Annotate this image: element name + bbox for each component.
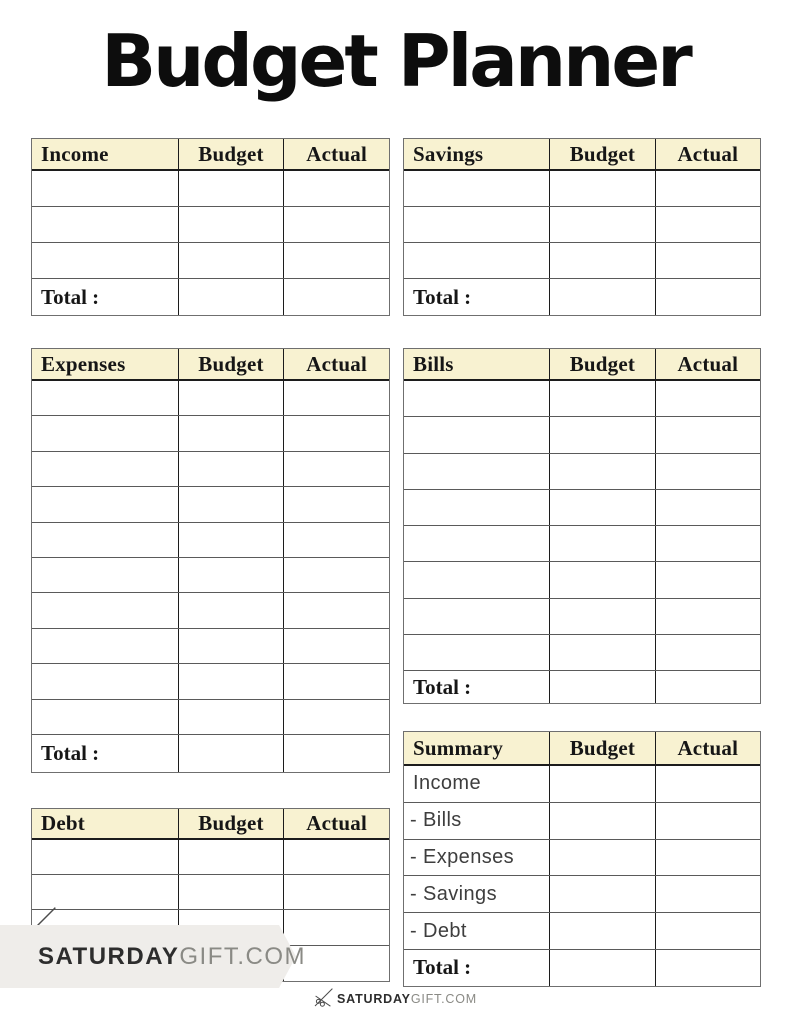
expenses-header-actual: Actual [283, 349, 389, 379]
bills-header-actual: Actual [655, 349, 760, 379]
income-header-income: Income [41, 141, 109, 166]
summary-header-budget: Budget [549, 732, 654, 764]
table-cell [655, 279, 760, 315]
table-cell [283, 416, 389, 450]
total-label: Total : [413, 674, 472, 699]
bills-row [404, 526, 760, 562]
table-cell [549, 913, 654, 949]
debt-row [32, 840, 389, 875]
table-cell [178, 381, 284, 415]
footer-brand-text [337, 992, 477, 1006]
expenses-header-budget: Budget [178, 349, 284, 379]
total-label: Total : [413, 955, 472, 980]
table-cell [283, 523, 389, 557]
bills-header-bills: Bills [413, 351, 454, 376]
table-cell [549, 599, 654, 634]
income-total-row [32, 279, 389, 315]
table-cell [549, 766, 654, 802]
summary-row [404, 803, 760, 840]
table-cell [32, 664, 178, 698]
table-cell [178, 452, 284, 486]
table-cell [655, 243, 760, 278]
bills-header-row [404, 349, 760, 381]
summary-row-label: Income [413, 772, 481, 795]
table-cell [178, 875, 284, 909]
table-cell [178, 243, 284, 278]
debt-row [32, 875, 389, 910]
table-cell [283, 735, 389, 772]
table-cell [655, 950, 760, 986]
expenses-header-expenses: Expenses [41, 351, 126, 376]
table-cell [404, 207, 549, 242]
table-cell [32, 171, 178, 206]
summary-header-row [404, 732, 760, 766]
table-cell [549, 279, 654, 315]
table-cell [283, 664, 389, 698]
total-label: Total : [41, 284, 100, 309]
table-cell [549, 417, 654, 452]
table-cell [283, 875, 389, 909]
table-cell [549, 526, 654, 561]
table-cell [655, 766, 760, 802]
income-row [32, 171, 389, 207]
table-cell [32, 629, 178, 663]
table-cell [549, 454, 654, 489]
bills-row [404, 454, 760, 490]
summary-header-actual: Actual [655, 732, 760, 764]
table-cell [32, 487, 178, 521]
brand-name-bold: SATURDAY [337, 991, 411, 1006]
savings-header-row [404, 139, 760, 171]
table-cell [655, 381, 760, 416]
brand-name-bold: SATURDAY [38, 942, 180, 970]
expenses-row [32, 629, 389, 664]
table-cell [549, 171, 654, 206]
income-table [31, 138, 390, 316]
summary-total-row [404, 950, 760, 986]
income-row [32, 207, 389, 243]
expenses-total-row [32, 735, 389, 772]
page-title: Budget Planner [101, 19, 690, 103]
table-cell [283, 279, 389, 315]
table-cell [549, 562, 654, 597]
table-cell [549, 207, 654, 242]
debt-header-row [32, 809, 389, 840]
table-cell [32, 381, 178, 415]
table-cell [283, 381, 389, 415]
brand-name-light: GIFT.COM [410, 991, 477, 1006]
table-cell [655, 454, 760, 489]
expenses-row [32, 523, 389, 558]
table-cell [655, 876, 760, 912]
total-label: Total : [413, 284, 472, 309]
table-cell [32, 207, 178, 242]
savings-total-row [404, 279, 760, 315]
table-cell [549, 671, 654, 703]
footer-brand [0, 990, 791, 1007]
table-cell [283, 700, 389, 734]
table-cell [32, 452, 178, 486]
table-cell [178, 700, 284, 734]
table-cell [32, 416, 178, 450]
savings-header-actual: Actual [655, 139, 760, 169]
table-cell [655, 635, 760, 670]
table-cell [404, 599, 549, 634]
table-cell [178, 593, 284, 627]
bills-row [404, 599, 760, 635]
table-cell [549, 950, 654, 986]
table-cell [549, 803, 654, 839]
bills-row [404, 562, 760, 598]
table-cell [655, 207, 760, 242]
table-cell [283, 243, 389, 278]
table-cell [283, 558, 389, 592]
table-cell [404, 562, 549, 597]
table-cell [32, 840, 178, 874]
bills-row [404, 417, 760, 453]
table-cell [655, 171, 760, 206]
table-cell [283, 840, 389, 874]
table-cell [178, 523, 284, 557]
summary-row-label: - Savings [410, 882, 497, 905]
table-cell [655, 417, 760, 452]
debt-header-debt: Debt [41, 811, 85, 835]
savings-row [404, 243, 760, 279]
savings-row [404, 207, 760, 243]
expenses-table [31, 348, 390, 773]
table-cell [655, 526, 760, 561]
bills-row [404, 381, 760, 417]
table-cell [655, 671, 760, 703]
savings-header-savings: Savings [413, 141, 484, 166]
table-cell [655, 913, 760, 949]
table-cell [32, 558, 178, 592]
brand-name-light: GIFT.COM [179, 942, 307, 970]
bills-row [404, 635, 760, 671]
table-cell [404, 526, 549, 561]
table-cell [655, 803, 760, 839]
income-header-actual: Actual [283, 139, 389, 169]
bills-header-budget: Budget [549, 349, 654, 379]
table-cell [178, 840, 284, 874]
table-cell [178, 416, 284, 450]
summary-table [403, 731, 761, 987]
expenses-row [32, 664, 389, 699]
table-cell [404, 454, 549, 489]
table-cell [178, 558, 284, 592]
savings-table [403, 138, 761, 316]
table-cell [549, 840, 654, 876]
brand-banner-text [38, 925, 306, 988]
table-cell [655, 599, 760, 634]
table-cell [178, 279, 284, 315]
table-cell [283, 207, 389, 242]
expenses-row [32, 700, 389, 735]
table-cell [178, 664, 284, 698]
savings-header-budget: Budget [549, 139, 654, 169]
summary-row [404, 766, 760, 803]
table-cell [178, 171, 284, 206]
scissors-icon [314, 987, 334, 1007]
table-cell [404, 490, 549, 525]
table-cell [404, 171, 549, 206]
income-row [32, 243, 389, 279]
table-cell [283, 487, 389, 521]
table-cell [655, 562, 760, 597]
table-cell [283, 593, 389, 627]
income-header-budget: Budget [178, 139, 284, 169]
table-cell [655, 490, 760, 525]
total-label: Total : [41, 740, 100, 765]
expenses-row [32, 593, 389, 628]
table-cell [283, 452, 389, 486]
summary-row-label: - Expenses [410, 845, 515, 868]
table-cell [32, 523, 178, 557]
table-cell [404, 381, 549, 416]
table-cell [283, 171, 389, 206]
expenses-row [32, 487, 389, 522]
debt-header-actual: Actual [283, 809, 389, 838]
summary-row-label: - Bills [410, 809, 462, 832]
table-cell [32, 700, 178, 734]
table-cell [32, 593, 178, 627]
summary-row [404, 840, 760, 877]
table-cell [32, 243, 178, 278]
bills-total-row [404, 671, 760, 703]
bills-row [404, 490, 760, 526]
summary-row-label: - Debt [410, 919, 467, 942]
summary-header-summary: Summary [413, 735, 504, 760]
table-cell [404, 635, 549, 670]
expenses-header-row [32, 349, 389, 381]
table-cell [549, 635, 654, 670]
table-cell [655, 840, 760, 876]
table-cell [283, 629, 389, 663]
debt-header-budget: Budget [178, 809, 284, 838]
expenses-row [32, 452, 389, 487]
table-cell [178, 735, 284, 772]
income-header-row [32, 139, 389, 171]
table-cell [178, 207, 284, 242]
summary-row [404, 876, 760, 913]
expenses-row [32, 416, 389, 451]
summary-row [404, 913, 760, 950]
expenses-row [32, 558, 389, 593]
table-cell [549, 381, 654, 416]
savings-row [404, 171, 760, 207]
table-cell [178, 487, 284, 521]
table-cell [404, 417, 549, 452]
table-cell [404, 243, 549, 278]
table-cell [549, 243, 654, 278]
table-cell [549, 490, 654, 525]
bills-table [403, 348, 761, 704]
expenses-row [32, 381, 389, 416]
table-cell [178, 629, 284, 663]
table-cell [549, 876, 654, 912]
